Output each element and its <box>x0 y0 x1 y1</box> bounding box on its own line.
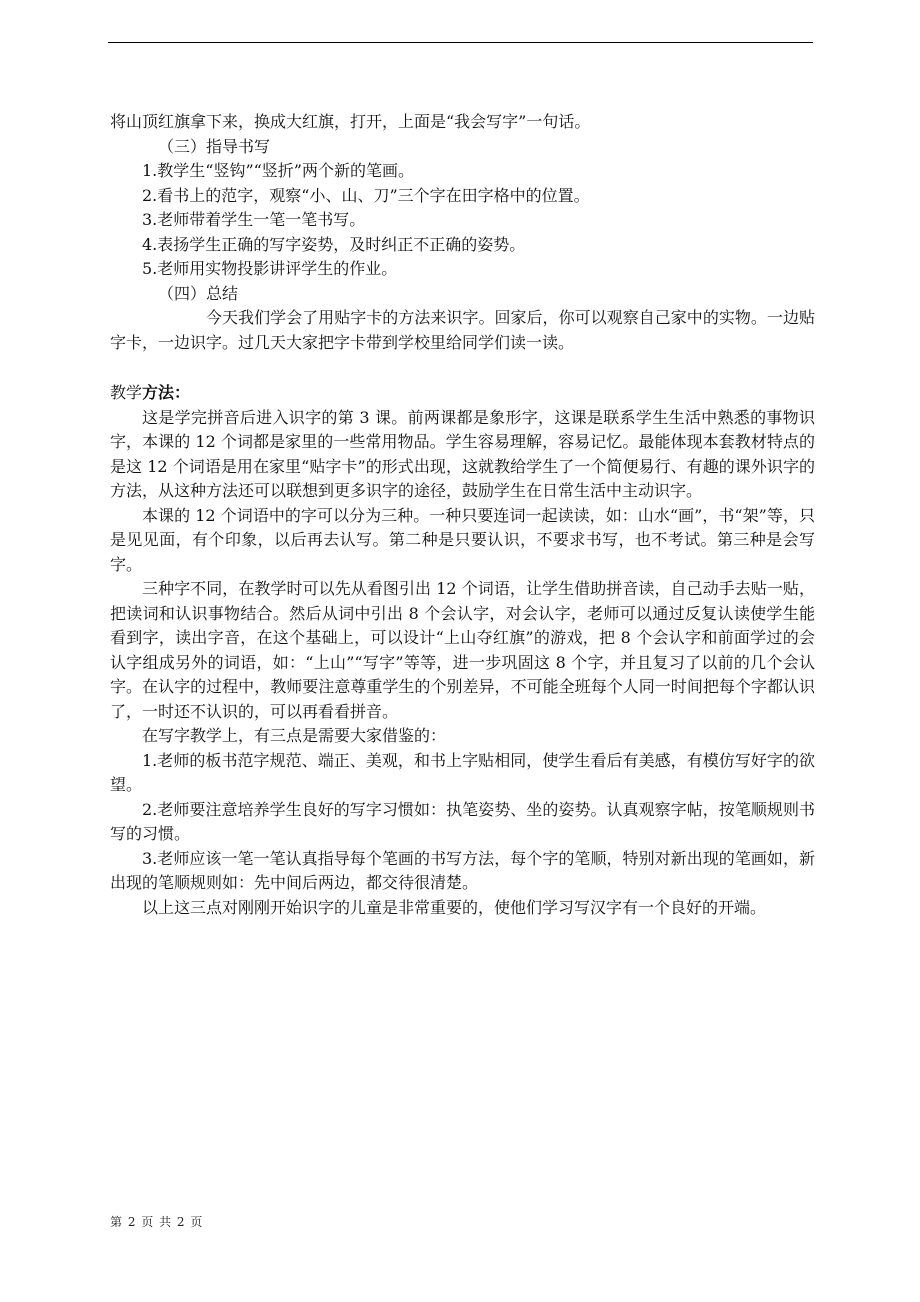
method-point-3: 3.老师应该一笔一笔认真指导每个笔画的书写方法，每个字的笔顺，特别对新出现的笔画如，新出现的笔顺规则如：先中间后两边，都交待很清楚。 <box>110 848 815 892</box>
summary-paragraph: 今天我们学会了用贴字卡的方法来识字。回家后，你可以观察自己家中的实物。一边贴字卡，一边识字。过几天大家把字卡带到学校里给同学们读一读。 <box>110 308 815 352</box>
method-paragraph-3: 三种字不同，在教学时可以先从看图引出 12 个词语，让学生借助拼音读，自己动手去贴一贴，把读词和认识事物结合。然后从词中引出 8 个会认字，对会认字，老师可以通过反复认读使学生能看到字，读出字音，在这个基础上，可以设计“上山夺红旗”的游戏，把 8 个会认字和前面学过的会认字组成另外的词语，如：“上山”“写字”等等，进一步巩固这 8 个字，并且复习了以前的几个会认字。在认字的过程中，教师要注意尊重学生的个别差异，不可能全班每个人同一时间把每个字都认识了，一时还不认识的，可以再看看拼音。 <box>110 579 815 721</box>
writing-step-5: 5.老师用实物投影讲评学生的作业。 <box>142 259 398 278</box>
method-heading-bold: 方法： <box>142 383 191 402</box>
page-number-footer: 第 2 页 共 2 页 <box>110 1215 204 1229</box>
method-heading-prefix: 教学 <box>110 383 143 402</box>
writing-step-1: 1.教学生“竖钩”“竖折”两个新的笔画。 <box>142 161 414 180</box>
paragraph-gap <box>110 355 815 381</box>
method-heading <box>110 381 815 406</box>
writing-step-3: 3.老师带着学生一笔一笔书写。 <box>142 210 366 229</box>
method-paragraph-4: 在写字教学上，有三点是需要大家借鉴的： <box>142 726 447 745</box>
method-paragraph-2: 本课的 12 个词语中的字可以分为三种。一种只要连词一起读读，如：山水“画”，书“架”等，只是见见面，有个印象，以后再去认写。第二种是只要认识，不要求书写，也不考试。第三种是会写字。 <box>110 505 815 574</box>
method-paragraph-1: 这是学完拼音后进入识字的第 3 课。前两课都是象形字，这课是联系学生生活中熟悉的事物识字，本课的 12 个词都是家里的一些常用物品。学生容易理解，容易记忆。最能体现本套教材特点的是这 12 个词语是用在家里“贴字卡”的形式出现，这就教给学生了一个简便易行、有趣的课外识字的方法，从这种方法还可以联想到更多识字的途径，鼓励学生在日常生活中主动识字。 <box>110 407 815 500</box>
document-body <box>110 110 815 920</box>
writing-step-4: 4.表扬学生正确的写字姿势，及时纠正不正确的姿势。 <box>142 234 526 254</box>
continued-line: 将山顶红旗拿下来，换成大红旗，打开，上面是“我会写字”一句话。 <box>110 112 591 131</box>
section-heading-summary: （四）总结 <box>158 283 239 303</box>
method-point-2: 2.老师要注意培养学生良好的写字习惯如：执笔姿势、坐的姿势。认真观察字帖，按笔顺规则书写的习惯。 <box>110 799 815 843</box>
method-point-1: 1.老师的板书范字规范、端正、美观，和书上字贴相同，使学生看后有美感，有模仿写好字的欲望。 <box>110 750 815 794</box>
closing-paragraph: 以上这三点对刚刚开始识字的儿童是非常重要的，使他们学习写汉字有一个良好的开端。 <box>142 897 767 917</box>
section-heading-writing: （三）指导书写 <box>158 136 271 156</box>
writing-step-2: 2.看书上的范字，观察“小、山、刀”三个字在田字格中的位置。 <box>142 185 590 205</box>
header-rule <box>108 42 813 43</box>
